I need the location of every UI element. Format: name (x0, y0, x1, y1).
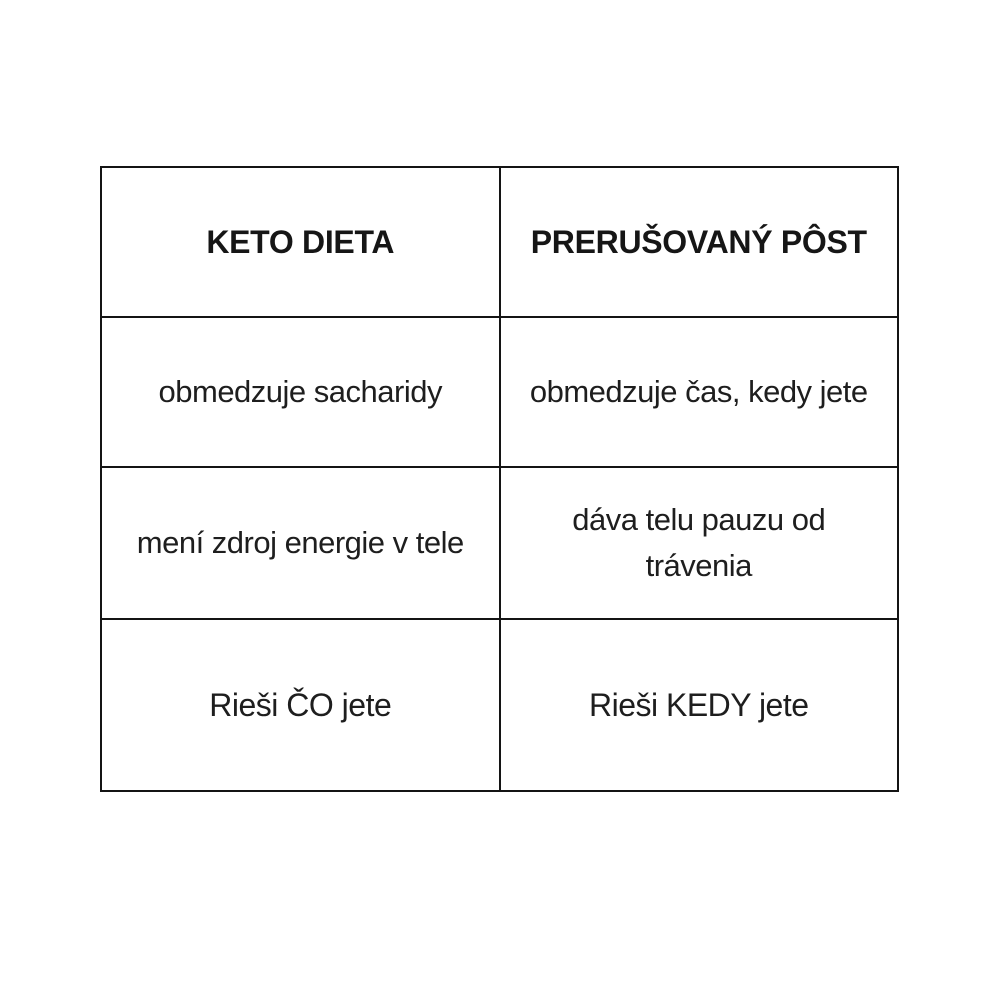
table-cell-keto-solves: Rieši ČO jete (101, 619, 500, 791)
table-cell-post-limits: obmedzuje čas, kedy jete (500, 317, 899, 467)
table-row-energy (101, 467, 898, 619)
table-header-row (101, 167, 898, 317)
table-cell-post-energy (500, 467, 899, 619)
table-row-limits (101, 317, 898, 467)
table-cell-post-solves: Rieši KEDY jete (500, 619, 899, 791)
table-cell-keto-energy: mení zdroj energie v tele (101, 467, 500, 619)
header-cell-keto-dieta: KETO DIETA (101, 167, 500, 317)
comparison-table (100, 166, 899, 792)
table-row-solves (101, 619, 898, 791)
header-cell-prerusovany-post: PRERUŠOVANÝ PÔST (500, 167, 899, 317)
table-cell-keto-limits: obmedzuje sacharidy (101, 317, 500, 467)
table-cell-post-energy-text: dáva telu pauzu od trávenia (572, 501, 826, 583)
